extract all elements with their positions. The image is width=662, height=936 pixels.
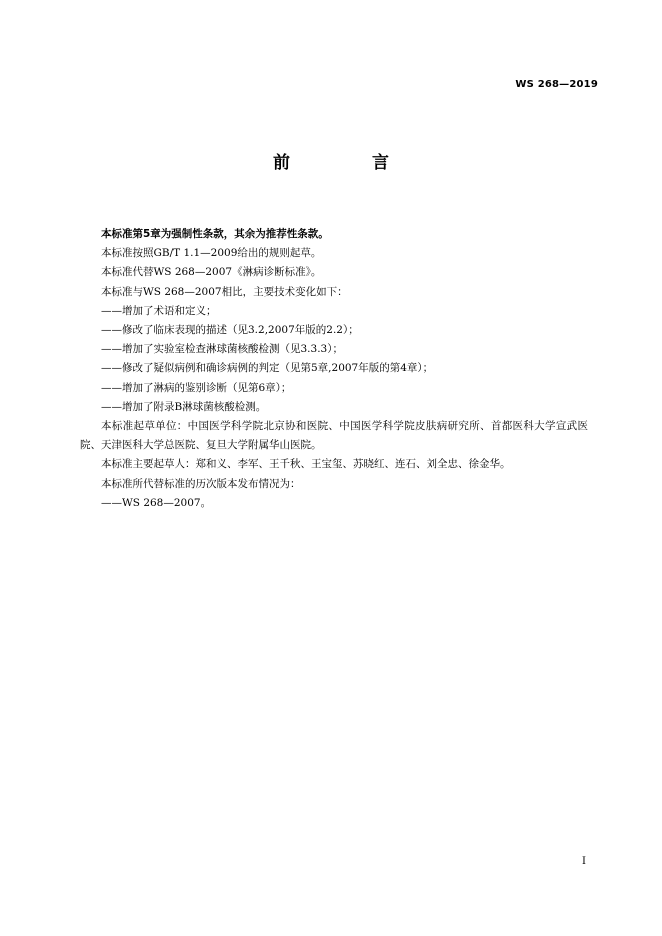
drafting-rules-paragraph: 本标准按照GB/T 1.1—2009给出的规则起草。: [101, 247, 322, 260]
change-item: ——修改了临床表现的描述（见3.2,2007年版的2.2）；: [101, 324, 359, 337]
change-item: ——增加了淋病的鉴别诊断（见第6章）；: [101, 381, 292, 394]
main-drafters-paragraph: 本标准主要起草人：郑和义、李军、王千秋、王宝玺、苏晓红、连石、刘全忠、徐金华。: [101, 458, 511, 471]
change-item: ——增加了附录B淋球菌核酸检测。: [101, 400, 267, 413]
foreword-body: [80, 225, 588, 513]
mandatory-clause-statement: 本标准第5章为强制性条款，其余为推荐性条款。: [101, 228, 329, 240]
document-code: WS 268—2019: [515, 79, 598, 90]
changes-intro-paragraph: 本标准与WS 268—2007相比，主要技术变化如下：: [101, 285, 348, 298]
replacement-paragraph: 本标准代替WS 268—2007《淋病诊断标准》。: [101, 266, 322, 279]
previous-edition-item: ——WS 268—2007。: [101, 496, 212, 509]
drafting-units-paragraph: 本标准起草单位：中国医学科学院北京协和医院、中国医学科学院皮肤病研究所、首都医科大学宣武医院、天津医科大学总医院、复旦大学附属华山医院。: [80, 420, 588, 452]
change-item: ——修改了疑似病例和确诊病例的判定（见第5章,2007年版的第4章）；: [101, 362, 434, 375]
change-item: ——增加了术语和定义；: [101, 304, 217, 317]
page-title: 前 言: [273, 153, 427, 173]
change-item: ——增加了实验室检查淋球菌核酸检测（见3.3.3）；: [101, 343, 343, 356]
previous-editions-intro: 本标准所代替标准的历次版本发布情况为：: [101, 477, 301, 490]
page-number: I: [582, 856, 586, 867]
